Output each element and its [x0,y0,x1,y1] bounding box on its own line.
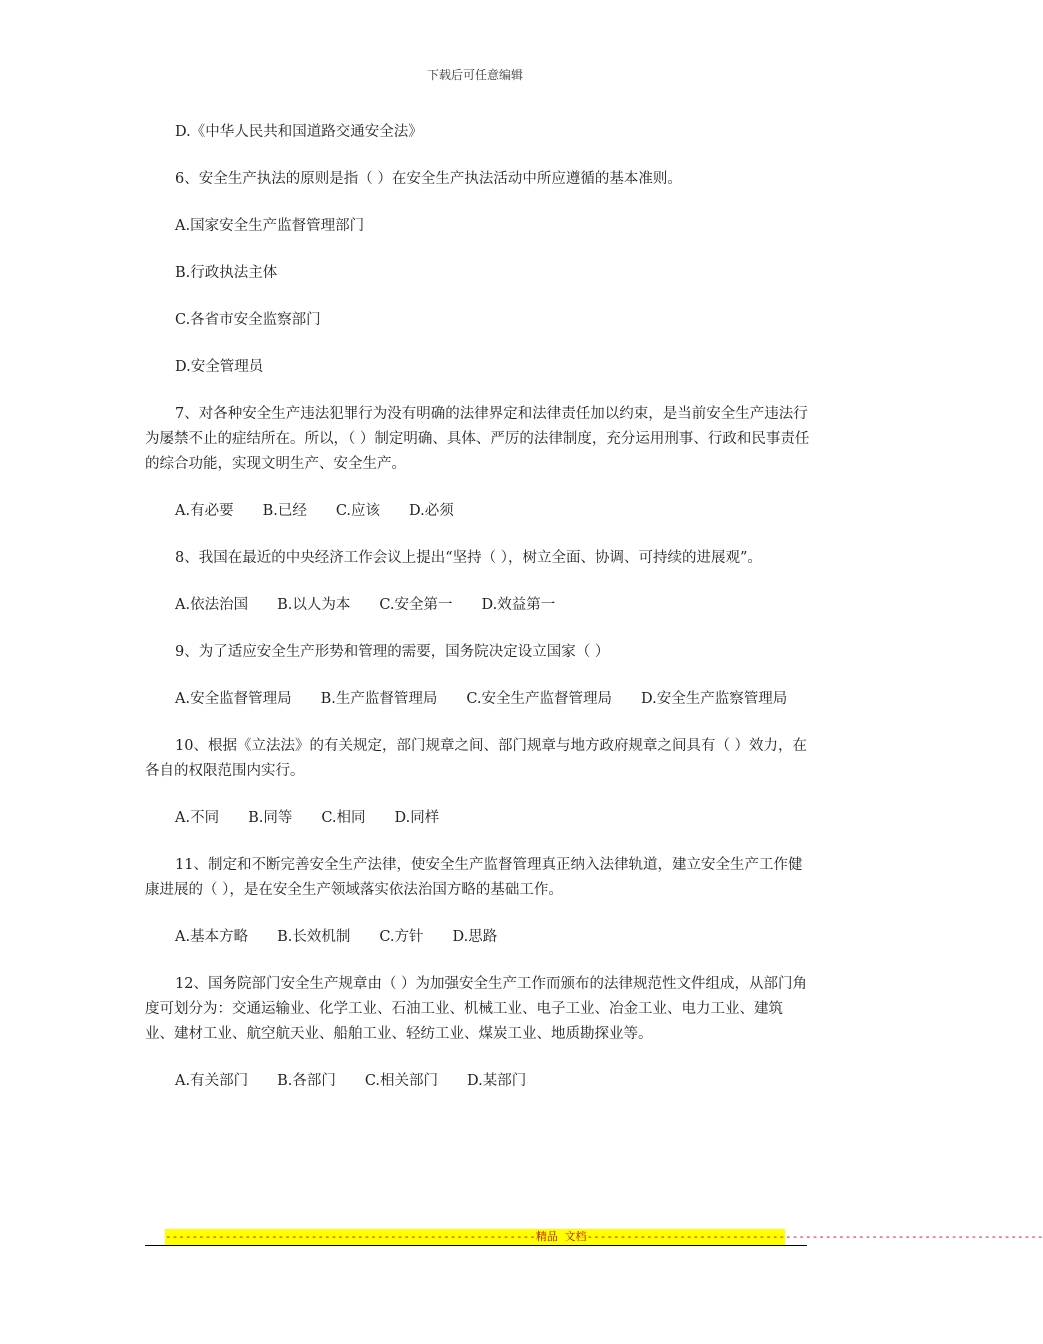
paragraph: A.有必要 B.已经 C.应该 D.必须 [175,503,454,519]
footer-divider [145,1245,807,1246]
paragraph: 7、对各种安全生产违法犯罪行为没有明确的法律界定和法律责任加以约束，是当前安全生产违法行为屡禁不止的症结所在。所以，（ ）制定明确、具体、严厉的法律制度，充分运用刑事、行政和民事责任的综合功能，实现文明生产、安全生产。 [145,406,810,472]
footer-banner: --------------------------------------------------------精品 文档--------------------------------------------------------------------- [165,1230,1043,1243]
paragraph: 9、为了适应安全生产形势和管理的需要，国务院决定设立国家（ ） [175,644,610,660]
paragraph: 10、根据《立法法》的有关规定，部门规章之间、部门规章与地方政府规章之间具有（ ）效力，在各自的权限范围内实行。 [145,738,808,779]
paragraph: A.国家安全生产监督管理部门 [175,218,365,234]
paragraph: A.不同 B.同等 C.相同 D.同样 [175,810,440,826]
paragraph: 8、我国在最近的中央经济工作会议上提出“坚持（ ），树立全面、协调、可持续的进展观”。 [175,550,762,566]
document-body [145,120,810,1116]
paragraph: C.各省市安全监察部门 [175,312,321,328]
paragraph: D.安全管理员 [175,359,264,375]
paragraph: A.基本方略 B.长效机制 C.方针 D.思路 [175,929,498,945]
paragraph: A.有关部门 B.各部门 C.相关部门 D.某部门 [175,1073,527,1089]
paragraph: 11、制定和不断完善安全生产法律，使安全生产监督管理真正纳入法律轨道，建立安全生产工作健康进展的（ ），是在安全生产领域落实依法治国方略的基础工作。 [145,857,803,898]
paragraph: 6、安全生产执法的原则是指（ ）在安全生产执法活动中所应遵循的基本准则。 [175,171,682,187]
page-header: 下载后可任意编辑 [426,68,523,82]
paragraph: D.《中华人民共和国道路交通安全法》 [175,124,423,140]
paragraph: B.行政执法主体 [175,265,278,281]
paragraph: A.依法治国 B.以人为本 C.安全第一 D.效益第一 [175,597,556,613]
paragraph: A.安全监督管理局 B.生产监督管理局 C.安全生产监督管理局 D.安全生产监察管理局 [175,691,788,707]
paragraph: 12、国务院部门安全生产规章由（ ）为加强安全生产工作而颁布的法律规范性文件组成，从部门角度可划分为：交通运输业、化学工业、石油工业、机械工业、电子工业、冶金工业、电力工业、建筑业、建材工业、航空航天业、船舶工业、轻纺工业、煤炭工业、地质勘探业等。 [145,976,808,1042]
